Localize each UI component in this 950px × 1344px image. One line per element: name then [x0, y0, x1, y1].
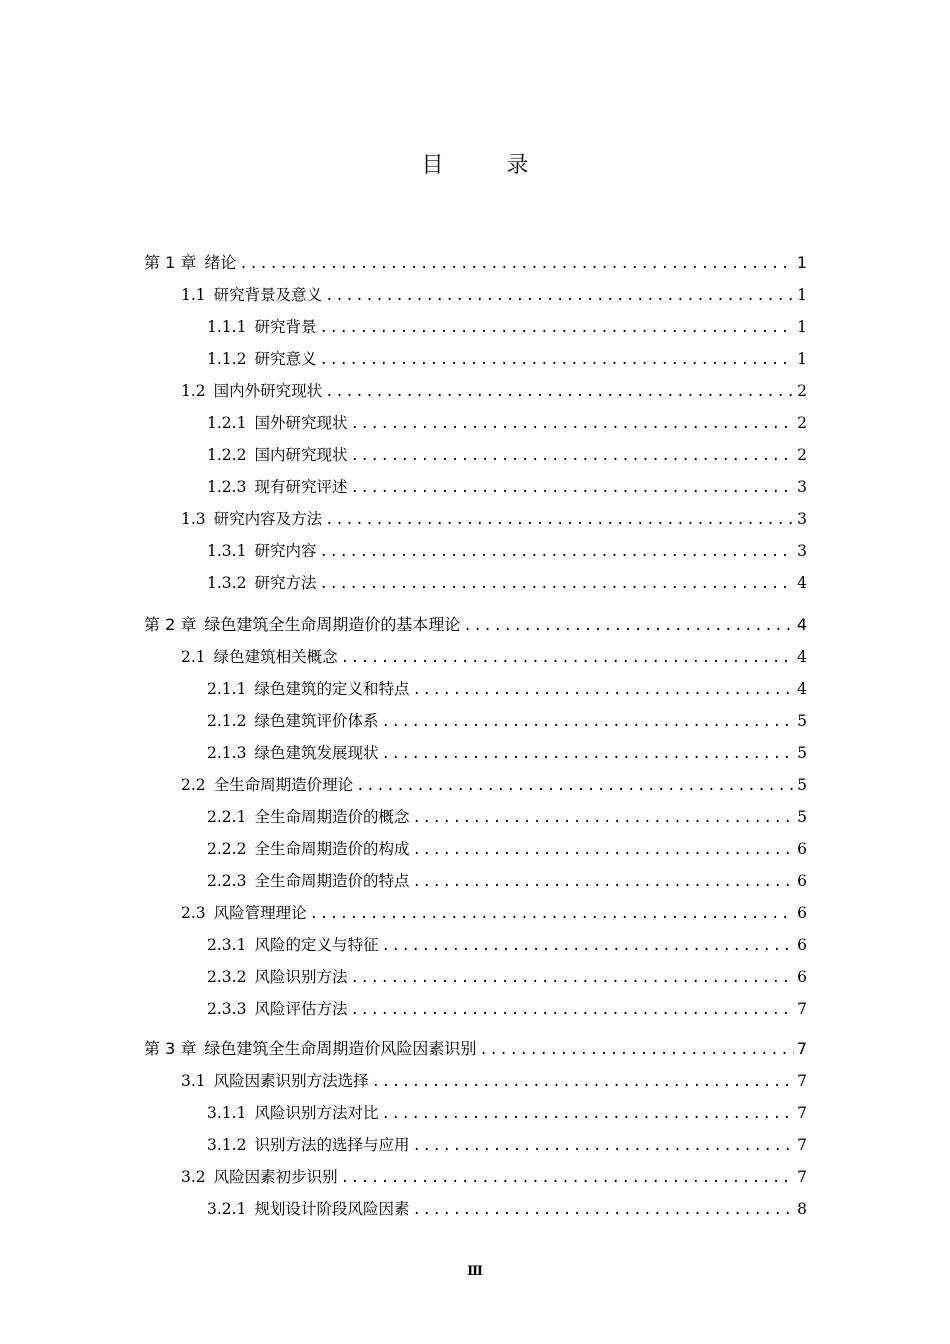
toc-entry-title: 研究内容	[254, 542, 317, 560]
toc-dot-leader	[412, 675, 794, 705]
toc-entry[interactable]	[144, 248, 807, 278]
toc-entry-title: 绪论	[204, 253, 237, 272]
toc-entry-title: 研究背景	[254, 318, 317, 336]
toc-entry-title: 风险因素初步识别	[213, 1168, 338, 1186]
toc-dot-leader	[412, 1131, 794, 1161]
toc-entry[interactable]	[181, 770, 807, 800]
toc-entry-title: 研究意义	[254, 350, 317, 368]
toc-entry-title: 研究方法	[254, 574, 317, 592]
toc-entry-page: 4	[797, 648, 807, 666]
toc-entry-page: 3	[797, 542, 807, 560]
toc-entry-number: 3.1.1	[207, 1104, 247, 1122]
toc-entry-number: 第 1 章	[144, 253, 197, 272]
toc-entry-page: 7	[797, 1104, 807, 1122]
toc-dot-leader	[356, 771, 794, 801]
toc-entry-title: 风险因素识别方法选择	[213, 1072, 369, 1090]
toc-entry[interactable]	[207, 312, 807, 342]
toc-entry-number: 2.2.1	[207, 808, 247, 826]
toc-entry-number: 2.3	[181, 904, 206, 922]
toc-entry[interactable]	[207, 994, 807, 1024]
toc-entry-title: 绿色建筑全生命周期造价的基本理论	[204, 615, 461, 634]
toc-entry-page: 1	[797, 286, 807, 304]
toc-entry-page: 4	[796, 615, 807, 634]
toc-entry[interactable]	[207, 536, 807, 566]
toc-entry[interactable]	[207, 1098, 807, 1128]
toc-entry-title: 现有研究评述	[254, 478, 348, 496]
toc-entry-title: 国内研究现状	[254, 446, 348, 464]
toc-entry-number: 1.1.2	[207, 350, 247, 368]
toc-entry-page: 8	[797, 1200, 807, 1218]
toc-entry-page: 5	[797, 776, 807, 794]
toc-entry[interactable]	[207, 1194, 807, 1224]
toc-entry-number: 1.3	[181, 510, 206, 528]
toc-entry-number: 1.2	[181, 382, 206, 400]
toc-entry-title: 绿色建筑相关概念	[213, 648, 338, 666]
toc-entry-title: 绿色建筑的定义和特点	[254, 680, 410, 698]
toc-dot-leader	[341, 643, 794, 673]
toc-entry[interactable]	[181, 1162, 807, 1192]
toc-entry-number: 2.3.3	[207, 1000, 247, 1018]
toc-dot-leader	[412, 867, 794, 897]
toc-entry-title: 全生命周期造价的特点	[254, 872, 410, 890]
toc-entry-page: 2	[797, 446, 807, 464]
toc-dot-leader	[239, 249, 793, 279]
toc-entry-title: 国外研究现状	[254, 414, 348, 432]
toc-entry-page: 1	[796, 253, 807, 272]
toc-dot-leader	[310, 899, 794, 929]
toc-entry-number: 2.2.2	[207, 840, 247, 858]
toc-entry-title: 风险的定义与特征	[254, 936, 379, 954]
toc-entry-page: 6	[797, 968, 807, 986]
toc-dot-leader	[325, 377, 794, 407]
toc-entry[interactable]	[181, 280, 807, 310]
toc-entry-title: 研究背景及意义	[213, 286, 323, 304]
toc-entry-page: 5	[797, 744, 807, 762]
toc-entry-title: 绿色建筑评价体系	[254, 712, 379, 730]
toc-dot-leader	[325, 505, 794, 535]
toc-dot-leader	[412, 835, 794, 865]
toc-entry-number: 1.2.2	[207, 446, 247, 464]
toc-entry-title: 研究内容及方法	[213, 510, 323, 528]
toc-entry-number: 2.1.3	[207, 744, 247, 762]
toc-dot-leader	[350, 473, 794, 503]
toc-entry-title: 全生命周期造价理论	[213, 776, 354, 794]
toc-entry-page: 1	[797, 350, 807, 368]
toc-entry-number: 2.1.1	[207, 680, 247, 698]
toc-entry[interactable]	[144, 1034, 807, 1064]
toc-entry[interactable]	[207, 344, 807, 374]
toc-entry-page: 3	[797, 510, 807, 528]
toc-entry[interactable]	[207, 440, 807, 470]
toc-entry[interactable]	[181, 1066, 807, 1096]
toc-entry-title: 风险识别方法对比	[254, 1104, 379, 1122]
toc-entry-page: 7	[797, 1136, 807, 1154]
toc-entry-page: 2	[797, 382, 807, 400]
toc-dot-leader	[350, 441, 794, 471]
toc-entry-title: 风险评估方法	[254, 1000, 348, 1018]
toc-entry-page: 7	[796, 1039, 807, 1058]
toc-entry[interactable]	[144, 610, 807, 640]
toc-dot-leader	[325, 281, 794, 311]
toc-entry-page: 1	[797, 318, 807, 336]
toc-dot-leader	[381, 1099, 794, 1129]
toc-entry-page: 6	[797, 936, 807, 954]
toc-entry[interactable]	[207, 802, 807, 832]
toc-entry-page: 3	[797, 478, 807, 496]
toc-entry-page: 4	[797, 574, 807, 592]
toc-entry-number: 2.1.2	[207, 712, 247, 730]
toc-entry[interactable]	[207, 408, 807, 438]
toc-entry-number: 2.3.2	[207, 968, 247, 986]
toc-entry-title: 规划设计阶段风险因素	[254, 1200, 410, 1218]
toc-entry-title: 识别方法的选择与应用	[254, 1136, 410, 1154]
toc-entry[interactable]	[181, 898, 807, 928]
toc-entry[interactable]	[181, 642, 807, 672]
toc-entry-number: 2.2.3	[207, 872, 247, 890]
toc-dot-leader	[350, 963, 794, 993]
toc-dot-leader	[479, 1035, 793, 1065]
toc-dot-leader	[412, 1195, 794, 1225]
toc-entry-page: 4	[797, 680, 807, 698]
toc-entry[interactable]	[207, 962, 807, 992]
toc-entry-number: 2.2	[181, 776, 206, 794]
toc-entry-title: 风险识别方法	[254, 968, 348, 986]
toc-entry-page: 6	[797, 904, 807, 922]
toc-entry[interactable]	[207, 834, 807, 864]
toc-dot-leader	[381, 739, 794, 769]
toc-entry-page: 5	[797, 808, 807, 826]
toc-entry-number: 3.1.2	[207, 1136, 247, 1154]
toc-entry-number: 3.1	[181, 1072, 206, 1090]
toc-entry-number: 第 2 章	[144, 615, 197, 634]
toc-entry[interactable]	[207, 472, 807, 502]
toc-entry-number: 2.3.1	[207, 936, 247, 954]
toc-entry-number: 1.1	[181, 286, 206, 304]
toc-entry[interactable]	[207, 930, 807, 960]
toc-dot-leader	[319, 569, 794, 599]
toc-entry[interactable]	[207, 674, 807, 704]
page-title: 目 录	[421, 153, 557, 178]
toc-dot-leader	[319, 345, 794, 375]
toc-entry-page: 6	[797, 872, 807, 890]
toc-entry-page: 2	[797, 414, 807, 432]
toc-entry-title: 全生命周期造价的构成	[254, 840, 410, 858]
toc-entry-number: 1.3.1	[207, 542, 247, 560]
toc-entry[interactable]	[207, 706, 807, 736]
toc-entry-page: 7	[797, 1168, 807, 1186]
toc-entry-page: 7	[797, 1072, 807, 1090]
toc-entry-title: 绿色建筑全生命周期造价风险因素识别	[204, 1039, 477, 1058]
toc-entry-title: 绿色建筑发展现状	[254, 744, 379, 762]
toc-entry-number: 第 3 章	[144, 1039, 197, 1058]
toc-entry-number: 1.2.1	[207, 414, 247, 432]
toc-entry[interactable]	[207, 568, 807, 598]
toc-dot-leader	[319, 313, 794, 343]
toc-entry-number: 3.2.1	[207, 1200, 247, 1218]
toc-entry-number: 2.1	[181, 648, 206, 666]
toc-entry-number: 1.1.1	[207, 318, 247, 336]
toc-entry-number: 3.2	[181, 1168, 206, 1186]
toc-dot-leader	[372, 1067, 794, 1097]
toc-entry-page: 6	[797, 840, 807, 858]
toc-entry[interactable]	[207, 1130, 807, 1160]
toc-dot-leader	[463, 611, 793, 641]
toc-dot-leader	[381, 931, 794, 961]
toc-entry-title: 全生命周期造价的概念	[254, 808, 410, 826]
toc-entry-page: 7	[797, 1000, 807, 1018]
page-number: Ⅲ	[467, 1264, 483, 1279]
toc-dot-leader	[412, 803, 794, 833]
toc-entry[interactable]	[207, 738, 807, 768]
toc-entry-title: 国内外研究现状	[213, 382, 323, 400]
toc-dot-leader	[350, 995, 794, 1025]
toc-entry-number: 1.3.2	[207, 574, 247, 592]
toc-entry[interactable]	[181, 504, 807, 534]
toc-entry-page: 5	[797, 712, 807, 730]
toc-dot-leader	[319, 537, 794, 567]
toc-dot-leader	[381, 707, 794, 737]
toc-dot-leader	[350, 409, 794, 439]
toc-dot-leader	[341, 1163, 794, 1193]
toc-entry[interactable]	[181, 376, 807, 406]
toc-entry-number: 1.2.3	[207, 478, 247, 496]
toc-entry[interactable]	[207, 866, 807, 896]
toc-entry-title: 风险管理理论	[213, 904, 307, 922]
